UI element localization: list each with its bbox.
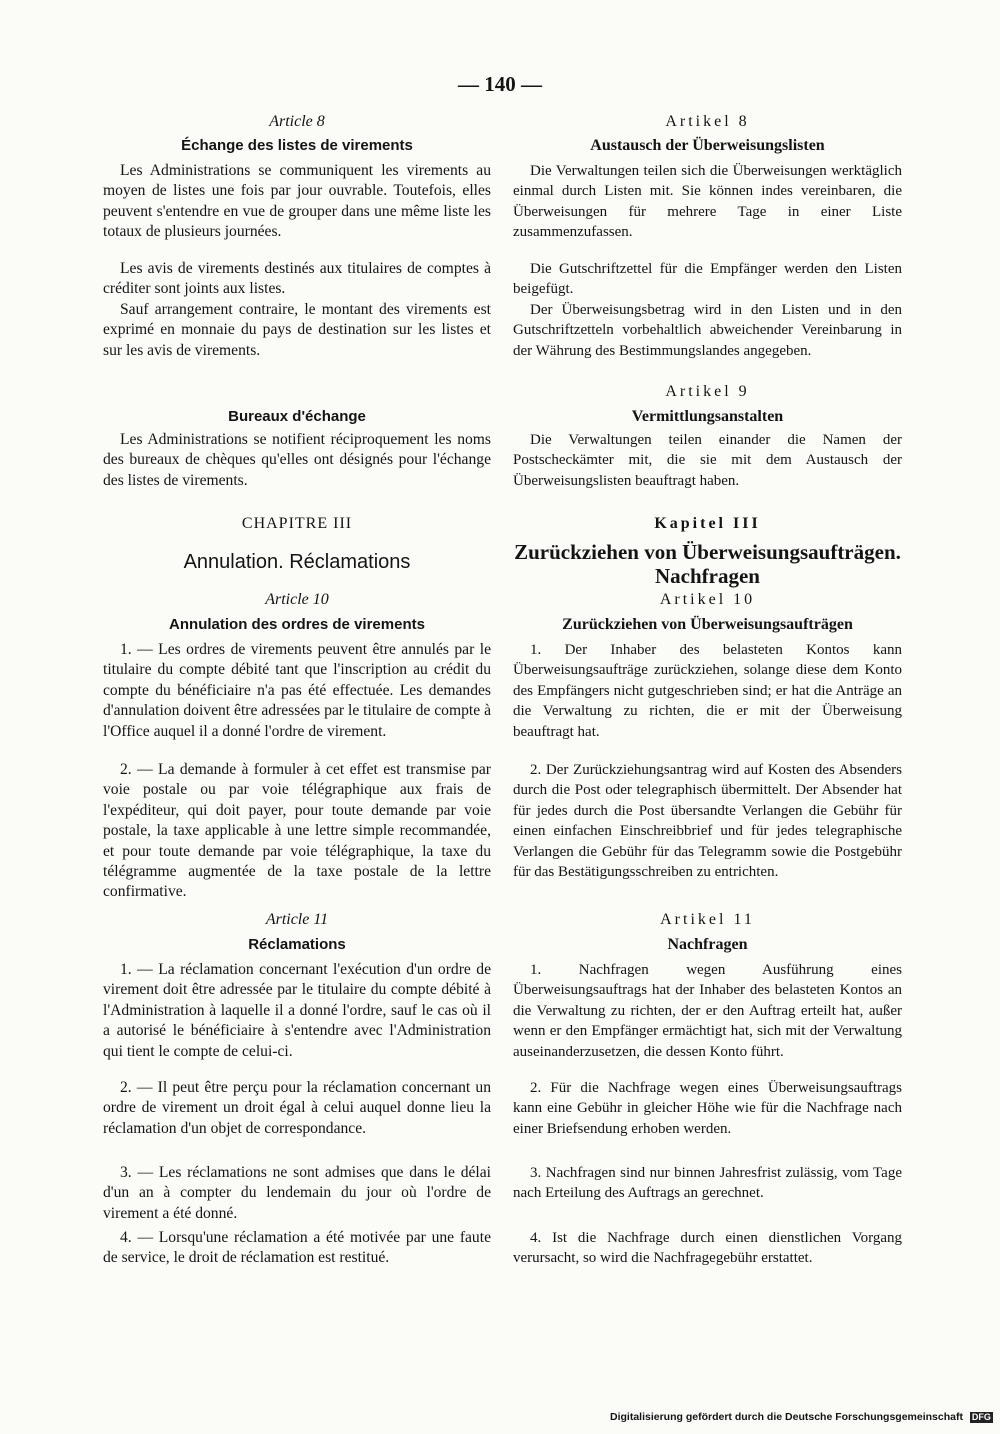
fr-article-8-heading: Échange des listes de virements [181,137,413,154]
fr-article-8-title: Article 8 [269,113,325,130]
fr-article-9-paragraph-1: Les Administrations se notifient réciproquement les noms des bureaux de chèques qu'elles ont désignés pour l'échange des listes de virements. [103,431,491,489]
fr-article-10-paragraph-1: 1. — Les ordres de virements peuvent être annulés par le titulaire du compte débité tant que l'inscription au crédit du compte du bénéficiaire n'a pas été effectuée. Les demandes d'annulation doivent être adressées par le titulaire de compte à l'Office auquel il a donné l'ordre de virement. [103,641,491,740]
fr-article-9-heading: Bureaux d'échange [228,408,366,425]
de-article-11-paragraph-1: 1. Nachfragen wegen Ausführung eines Überweisungsauftrags hat der Inhaber des belasteten Kontos an die Verwaltung zu richten, der er den Auftrag erteilt hat, außer wenn er den Empfänger ermächtigt hat, sich mit der Verwaltung auseinanderzusetzen, die dessen Konto führt. [513,962,902,1060]
page-number: — 140 — [458,72,542,96]
fr-article-11-paragraph-2: 2. — Il peut être perçu pour la réclamation concernant un ordre de virement un droit égal à celui auquel donne lieu la réclamation d'un objet de correspondance. [103,1079,491,1137]
de-article-9-heading: Vermittlungsanstalten [631,408,784,425]
de-article-10-paragraph-2: 2. Der Zurückziehungsantrag wird auf Kosten des Absenders durch die Post oder telegraphisch übermittelt. Der Absender hat für jedes durch die Post übersandte Verlangen die Gebühr für einen einfachen Einschreibbrief und für jedes telegraphische Verlangen die Gebühr für das Telegramm sowie die Postgebühr für das Bestätigungsschreiben zu entrichten. [513,762,902,881]
fr-article-10-heading: Annulation des ordres de virements [169,616,425,633]
fr-article-10-paragraph-2: 2. — La demande à formuler à cet effet est transmise par voie postale ou par voie télégraphique aux frais de l'expéditeur, qui doit payer, pour toute demande par voie postale, la taxe applicable à une lettre simple recommandée, et pour toute demande par voie télégraphique, la taxe du télégramme augmentée de la taxe postale de la lettre confirmative. [103,761,491,901]
de-article-8-title: Artikel 8 [665,113,750,130]
de-article-11-paragraph-4: 4. Ist die Nachfrage durch einen dienstlichen Vorgang verursacht, so wird die Nachfragegebühr erstattet. [513,1230,902,1267]
fr-chapter-number: CHAPITRE III [241,515,353,532]
dfg-logo: DFG [971,1411,991,1422]
de-article-11-paragraph-2: 2. Für die Nachfrage wegen eines Überweisungsauftrags kann eine Gebühr in gleicher Höhe wie für die Nachfrage nach einer Briefsendung erhoben werden. [513,1080,902,1137]
fr-article-11-paragraph-4: 4. — Lorsqu'une réclamation a été motivée par une faute de service, le droit de réclamation est restitué. [103,1229,491,1267]
fr-article-10-title: Article 10 [265,591,329,608]
de-article-10-heading: Zurückziehen von Überweisungsaufträgen [562,616,853,633]
de-article-9-title: Artikel 9 [665,383,750,400]
de-article-10-title: Artikel 10 [659,591,756,608]
de-article-9-paragraph-1: Die Verwaltungen teilen einander die Namen der Postscheckämter mit, die sie mit dem Austausch der Überweisungslisten beauftragt haben. [513,432,902,489]
de-article-11-title: Artikel 11 [660,911,755,928]
de-article-8-paragraph-3: Der Überweisungsbetrag wird in den Listen und in den Gutschriftzetteln vorbehaltlich abweichender Vereinbarung in der Währung des Bestimmungslandes angegeben. [513,302,902,359]
fr-article-11-paragraph-3: 3. — Les réclamations ne sont admises que dans le délai d'un an à compter du lendemain du jour où l'ordre de virement a été donné. [103,1164,491,1222]
de-article-8-heading: Austausch der Überweisungslisten [590,137,825,154]
fr-article-8-paragraph-2: Les avis de virements destinés aux titulaires de comptes à créditer sont joints aux listes. [103,260,491,298]
funding-footer-text: Digitalisierung gefördert durch die Deutsche Forschungsgemeinschaft [610,1411,963,1423]
de-chapter-number: Kapitel III [654,515,761,532]
fr-article-11-paragraph-1: 1. — La réclamation concernant l'exécution d'un ordre de virement doit être adressée par le titulaire du compte débité à l'Administration à laquelle il a donné l'ordre, sauf le cas où il a autorisé le bénéficiaire à s'entendre avec l'Administration qui tient le compte de celui-ci. [103,961,491,1060]
fr-chapter-title: Annulation. Réclamations [183,551,411,573]
de-article-11-heading: Nachfragen [667,936,748,953]
de-article-10-paragraph-1: 1. Der Inhaber des belasteten Kontos kann Überweisungsaufträge zurückziehen, solange diese dem Konto des Empfängers nicht gutgeschrieben sind; er hat die Anträge an die Verwaltung zu richten, die er mit der Überweisung beauftragt hat. [513,642,902,740]
funding-footer [610,1411,1000,1423]
de-article-8-paragraph-1: Die Verwaltungen teilen sich die Überweisungen werktäglich einmal durch Listen mit. Sie können indes vereinbaren, die Überweisungen für mehrere Tage in einer Liste zusammenzufassen. [513,163,902,241]
de-article-8-paragraph-2: Die Gutschriftzettel für die Empfänger werden den Listen beigefügt. [513,261,902,298]
fr-article-11-heading: Réclamations [248,936,346,953]
fr-article-8-paragraph-3: Sauf arrangement contraire, le montant des virements est exprimé en monnaie du pays de destination sur les listes et sur les avis de virements. [103,301,491,359]
fr-article-8-paragraph-1: Les Administrations se communiquent les virements au moyen de listes une fois par jour ouvrable. Toutefois, elles peuvent s'entendre en vue de grouper dans une même liste les totaux de plusieurs journées. [103,162,491,241]
de-chapter-title: Zurückziehen von Überweisungsaufträgen. Nachfragen [514,540,901,588]
de-article-11-paragraph-3: 3. Nachfragen sind nur binnen Jahresfrist zulässig, vom Tage nach Erteilung des Auftrags an gerechnet. [513,1165,902,1202]
fr-article-11-title: Article 11 [265,911,329,928]
